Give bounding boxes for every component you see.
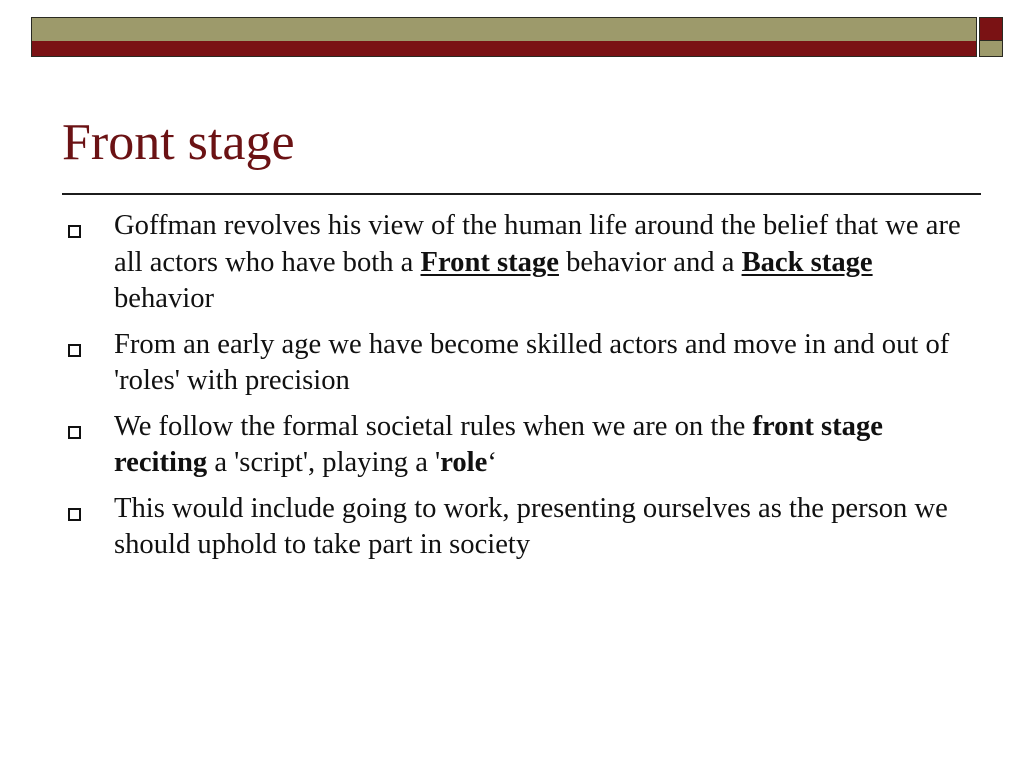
bullet-item-1 xyxy=(62,208,972,318)
bullet-text: behavior xyxy=(114,283,215,314)
bullet-text: a 'script', playing a ' xyxy=(207,447,441,478)
bullet-item-3 xyxy=(62,409,972,482)
back-stage-term: Back stage xyxy=(741,246,873,278)
front-stage-reciting-term: front stage reciting xyxy=(114,410,883,478)
header-band-stripe xyxy=(31,41,977,57)
role-term: role xyxy=(440,447,488,478)
bullet-text: Goffman revolves his view of the human life around the belief that we are all actors who have both a xyxy=(114,210,961,278)
bullet-text: ‘ xyxy=(487,447,497,478)
hollow-square-bullet-icon xyxy=(68,426,81,439)
bullet-list xyxy=(62,208,972,573)
title-divider xyxy=(62,193,981,195)
hollow-square-bullet-icon xyxy=(68,225,81,238)
header-corner-square-red xyxy=(979,17,1003,41)
bullet-item-4 xyxy=(62,491,972,564)
bullet-text: From an early age we have become skilled actors and move in and out of 'roles' with precision xyxy=(114,328,950,396)
hollow-square-bullet-icon xyxy=(68,508,81,521)
header-corner-square-olive xyxy=(979,41,1003,57)
front-stage-term: Front stage xyxy=(420,246,559,278)
header-band xyxy=(31,17,977,41)
slide-title: Front stage xyxy=(62,114,295,171)
bullet-item-2 xyxy=(62,327,972,400)
bullet-text: This would include going to work, presenting ourselves as the person we should uphold to take part in society xyxy=(114,492,948,560)
header-band-olive xyxy=(32,18,976,41)
bullet-text: behavior and a xyxy=(558,246,742,278)
bullet-text: We follow the formal societal rules when we are on the xyxy=(114,410,753,442)
hollow-square-bullet-icon xyxy=(68,344,81,357)
